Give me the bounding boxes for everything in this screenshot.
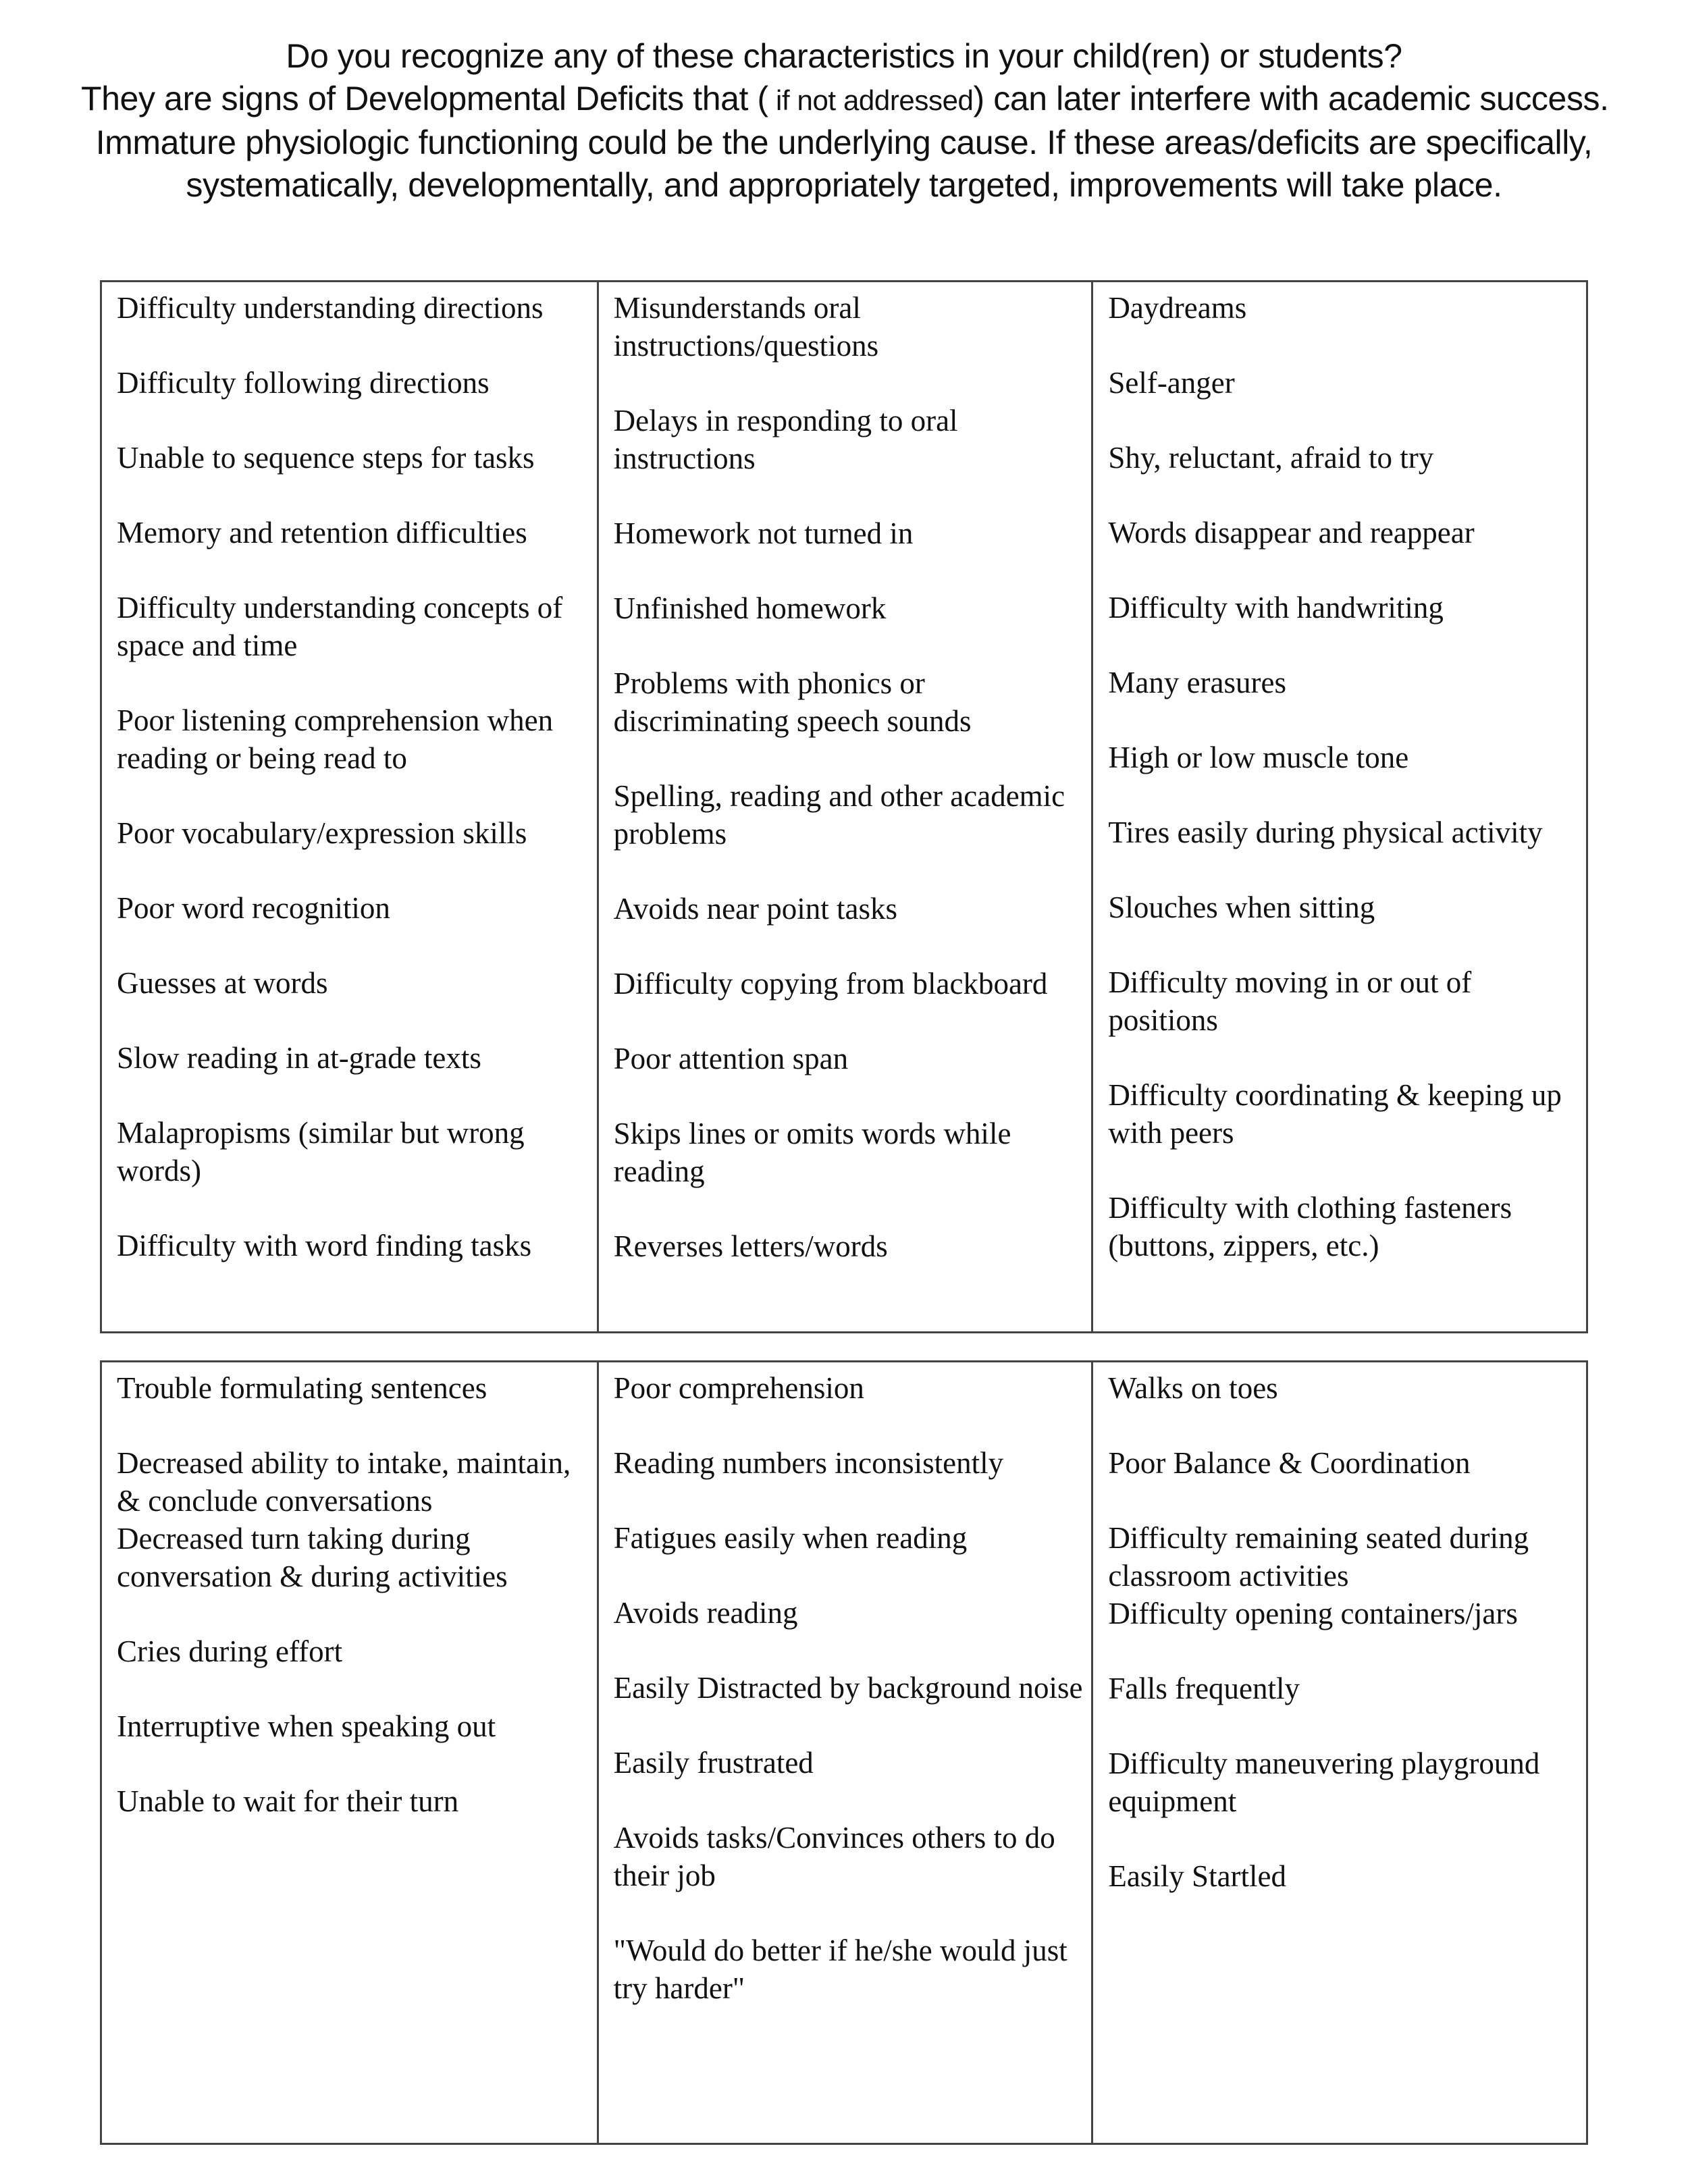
list-item: Slow reading in at-grade texts [117,1041,481,1075]
list-item: Easily frustrated [613,1746,814,1780]
list-item: Interruptive when speaking out [117,1709,496,1743]
intro-line-2-start: They are signs of Developmental Deficits that ( [81,80,768,117]
list-item: Easily Startled [1108,1859,1287,1893]
bottom-column-2 [597,1362,1092,2143]
list-item: Difficulty maneuvering playground equipment [1108,1747,1540,1818]
list-item: Fatigues easily when reading [613,1521,968,1555]
intro-line-2 [81,78,1607,122]
list-item: Difficulty following directions [117,366,490,400]
list-item: Difficulty understanding concepts of space and time [117,591,563,662]
intro-line-2-aside: if not addressed [768,84,974,116]
top-column-2 [597,282,1092,1331]
list-item: Delays in responding to oral instructions [613,404,958,475]
list-item: Poor Balance & Coordination [1108,1446,1471,1480]
list-item: Decreased turn taking during conversation & during activities [117,1522,508,1593]
list-item: "Would do better if he/she would just try harder" [613,1934,1067,2005]
list-item: Walks on toes [1108,1371,1278,1405]
list-item: Avoids near point tasks [613,892,898,926]
list-item: Difficulty with handwriting [1108,591,1444,624]
list-item: High or low muscle tone [1108,741,1409,774]
list-item: Poor word recognition [117,891,390,925]
list-item: Poor listening comprehension when reading or being read to [117,703,554,775]
list-item: Avoids tasks/Convinces others to do their job [613,1821,1055,1892]
list-item: Cries during effort [117,1634,343,1668]
list-item: Homework not turned in [613,516,914,550]
list-item: Spelling, reading and other academic problems [613,779,1065,851]
list-item: Difficulty opening containers/jars [1108,1597,1518,1630]
list-item: Avoids reading [613,1596,798,1630]
list-item: Unfinished homework [613,591,887,625]
list-item: Misunderstands oral instructions/questions [613,291,879,363]
list-item: Slouches when sitting [1108,890,1375,924]
list-item: Unable to wait for their turn [117,1784,459,1818]
list-item: Difficulty moving in or out of positions [1108,965,1472,1037]
list-item: Poor vocabulary/expression skills [117,816,527,850]
intro-line-4: systematically, developmentally, and appropriately targeted, improvements will take place. [186,166,1502,204]
list-item: Skips lines or omits words while reading [613,1117,1011,1188]
intro-line-1: Do you recognize any of these characteristics in your child(ren) or students? [286,37,1402,75]
list-item: Decreased ability to intake, maintain, & conclude conversations [117,1446,571,1518]
list-item: Self-anger [1108,366,1235,400]
list-item: Malapropisms (similar but wrong words) [117,1116,525,1188]
top-column-3 [1091,282,1586,1331]
list-item: Reading numbers inconsistently [613,1446,1004,1480]
list-item: Falls frequently [1108,1672,1300,1705]
list-item: Words disappear and reappear [1108,516,1475,550]
bottom-column-3 [1091,1362,1586,2143]
bottom-column-1 [102,1362,597,2143]
list-item: Memory and retention difficulties [117,516,527,550]
list-item: Reverses letters/words [613,1229,888,1263]
list-item: Difficulty remaining seated during classroom activities [1108,1521,1529,1593]
top-column-1 [102,282,597,1331]
list-item: Tires easily during physical activity [1108,816,1543,849]
list-item: Poor comprehension [613,1371,864,1405]
intro-line-3: Immature physiologic functioning could be the underlying cause. If these areas/deficits are specifically, [95,124,1593,161]
intro-line-2-end: ) can later interfere with academic success. [973,80,1609,117]
list-item: Easily Distracted by background noise [613,1671,1083,1705]
list-item: Many erasures [1108,666,1286,699]
list-item: Difficulty understanding directions [117,291,544,325]
top-table [100,280,1588,1333]
intro-text [81,35,1607,207]
list-item: Guesses at words [117,966,328,1000]
list-item: Daydreams [1108,291,1247,325]
list-item: Trouble formulating sentences [117,1371,487,1405]
list-item: Difficulty coordinating & keeping up with peers [1108,1078,1562,1150]
list-item: Difficulty with word finding tasks [117,1229,532,1262]
list-item: Unable to sequence steps for tasks [117,441,535,475]
list-item: Difficulty with clothing fasteners (buttons, zippers, etc.) [1108,1191,1512,1262]
bottom-table [100,1360,1588,2145]
list-item: Shy, reluctant, afraid to try [1108,441,1434,475]
list-item: Problems with phonics or discriminating speech sounds [613,666,972,738]
list-item: Poor attention span [613,1042,849,1075]
list-item: Difficulty copying from blackboard [613,967,1048,1001]
